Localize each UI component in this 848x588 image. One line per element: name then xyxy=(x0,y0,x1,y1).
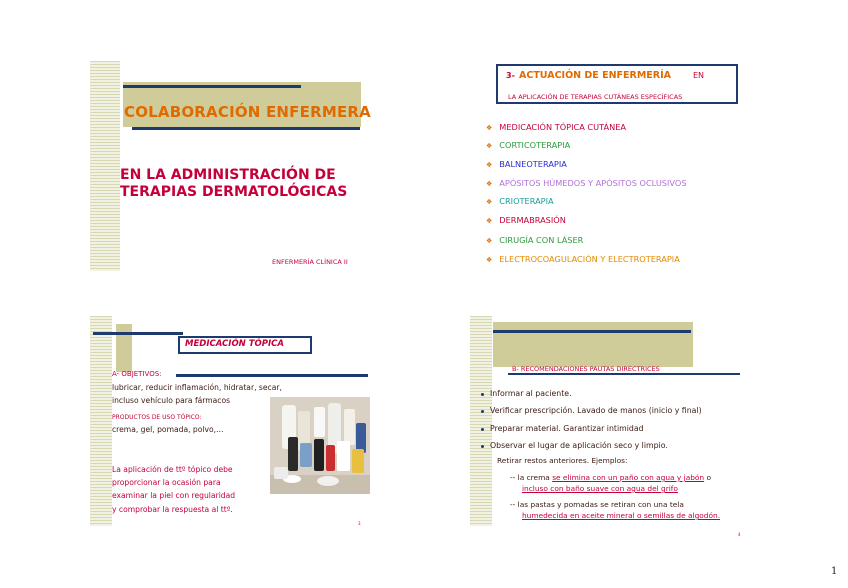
slide4-tan-block xyxy=(493,322,693,367)
slide2-list-item: ❖ DERMABRASIÓN xyxy=(486,215,566,225)
objetivos-line1: lubricar, reducir inflamación, hidratar, secar, xyxy=(112,383,282,392)
slide2-heading-line2: LA APLICACIÓN DE TERAPIAS CUTÁNEAS ESPECÍFICAS xyxy=(508,93,683,101)
diamond-bullet-icon: ❖ xyxy=(486,142,493,150)
slide4-title: B- RECOMENDACIONES PAUTAS DIRECTRICES xyxy=(512,365,660,373)
paragraph-line1: La aplicación de ttº tópico debe xyxy=(112,465,233,474)
diamond-bullet-icon: ❖ xyxy=(486,217,493,225)
slide1-subtitle-line1: EN LA ADMINISTRACIÓN DE xyxy=(120,167,336,183)
diamond-bullet-icon: ❖ xyxy=(486,256,493,264)
slide4-stripe-decoration xyxy=(470,316,492,526)
example-1-cont xyxy=(522,484,678,493)
bottles-image-icon xyxy=(270,397,370,494)
slide1-footer: ENFERMERÍA CLÍNICA II xyxy=(272,258,348,266)
slide2-heading-number: 3- xyxy=(506,71,515,80)
slide3-page-number: 3 xyxy=(358,521,361,526)
diamond-bullet-icon: ❖ xyxy=(486,198,493,206)
bullet-icon xyxy=(481,445,484,448)
slide1-stripe-decoration xyxy=(90,61,120,271)
topical-products-photo xyxy=(270,397,370,494)
slide2-list-item: ❖ APÓSITOS HÚMEDOS Y APÓSITOS OCLUSIVOS xyxy=(486,178,687,188)
example-1-underlined: se elimina con un paño con agua y jabón xyxy=(552,473,705,482)
slide1-navy-bar-2 xyxy=(132,127,360,130)
slide2-list-item: ❖ ELECTROCOAGULACIÓN Y ELECTROTERAPIA xyxy=(486,254,680,264)
slide4-list-item: Observar el lugar de aplicación seco y limpio. xyxy=(481,441,668,450)
bullet-icon xyxy=(481,393,484,396)
diamond-bullet-icon: ❖ xyxy=(486,237,493,245)
example-2: -- las pastas y pomadas se retiran con una tela xyxy=(510,500,684,509)
retirar-text: Retirar restos anteriores. Ejemplos: xyxy=(497,456,628,465)
slide4-title-underline xyxy=(508,373,740,375)
example-1: -- la crema se elimina con un paño con agua y jabón o xyxy=(510,473,711,482)
slide4-page-number: 4 xyxy=(738,532,741,537)
slide3-stripe-decoration xyxy=(90,316,112,526)
slide2-list-item: ❖ BALNEOTERAPIA xyxy=(486,159,567,169)
slide2-list-item: ❖ CORTICOTERAPIA xyxy=(486,140,571,150)
slide1-title: COLABORACIÓN ENFERMERA xyxy=(124,103,371,121)
document-page-number: 1 xyxy=(831,566,838,577)
bullet-icon xyxy=(481,428,484,431)
example-1-underlined-2: incluso con baño suave con agua del grifo xyxy=(522,484,678,493)
slide2-list-item: ❖ CIRUGÍA CON LÁSER xyxy=(486,235,584,245)
slide1-subtitle-line2: TERAPIAS DERMATOLÓGICAS xyxy=(120,184,348,200)
slide3-title: MEDICACIÓN TÓPICA xyxy=(185,339,284,349)
paragraph-line2: proporcionar la ocasión para xyxy=(112,478,221,487)
slide2-list-item: ❖ MEDICACIÓN TÓPICA CUTÁNEA xyxy=(486,122,627,132)
slide4-list-item: Informar al paciente. xyxy=(481,389,572,398)
slide4-navy-bar xyxy=(493,330,691,333)
objetivos-label: A- OBJETIVOS: xyxy=(112,370,162,378)
objetivos-line2: incluso vehículo para fármacos xyxy=(112,396,231,405)
diamond-bullet-icon: ❖ xyxy=(486,161,493,169)
slide1-navy-bar xyxy=(123,85,301,88)
slide2-list-item: ❖ CRIOTERAPIA xyxy=(486,196,554,206)
example-2-underlined: humedecida en aceite mineral o semillas de algodón. xyxy=(522,511,721,520)
paragraph-line4: y comprobar la respuesta al ttº. xyxy=(112,505,233,514)
slide4-list-item: Preparar material. Garantizar intimidad xyxy=(481,424,644,433)
diamond-bullet-icon: ❖ xyxy=(486,124,493,132)
slide2-heading: ACTUACIÓN DE ENFERMERÍA xyxy=(519,70,671,81)
productos-value: crema, gel, pomada, polvo,… xyxy=(112,425,224,434)
slide4-list-item: Verificar prescripción. Lavado de manos (inicio y final) xyxy=(481,406,702,415)
slide3-navy-bar-2 xyxy=(176,374,368,377)
bullet-icon xyxy=(481,410,484,413)
diamond-bullet-icon: ❖ xyxy=(486,180,493,188)
example-2-cont xyxy=(522,511,720,520)
paragraph-line3: examinar la piel con regularidad xyxy=(112,491,236,500)
productos-label: PRODUCTOS DE USO TÓPICO: xyxy=(112,414,202,421)
slide3-navy-bar xyxy=(93,332,183,335)
slide1-subtitle xyxy=(120,167,347,201)
slide2-heading-en: EN xyxy=(693,71,705,80)
